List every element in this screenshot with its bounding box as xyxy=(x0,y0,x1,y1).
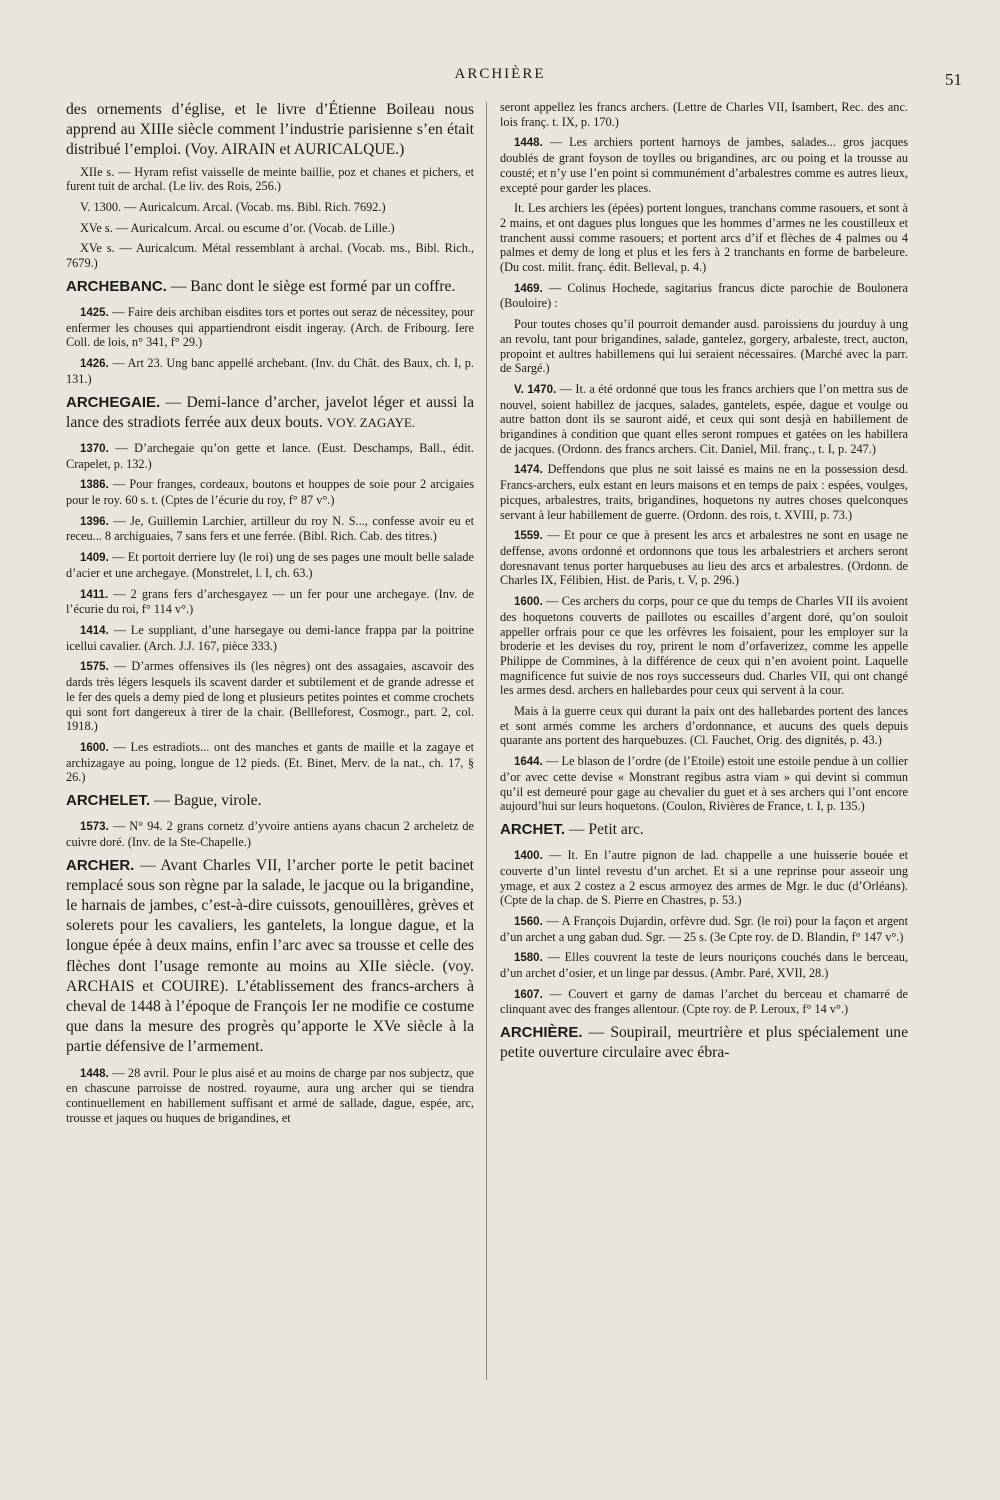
definition: — Demi-lance d’archer, javelot léger et aussi la lance des stradiots ferrée aux deux bouts. xyxy=(66,393,474,431)
citation-year: 1575. xyxy=(80,661,109,674)
citation xyxy=(66,1066,474,1126)
citation xyxy=(500,594,908,698)
citation xyxy=(66,819,474,849)
citation xyxy=(66,623,474,653)
citation-year: 1411. xyxy=(80,588,109,601)
citation-text: — It. a été ordonné que tous les francs archiers que l’on mettra sus de nouvel, soient habillez de jacques, salades, gantelets, espée, dague et voulge ou autre batton dont ils se sauront aidé, et ceux qui sont desjà en habillement de brigandines à condition que quant elles seront rompues et gatées on les habillera de jacques. (Ordonn. des francs archers. Cit. Daniel, Mil. franç., t. I, p. 247.) xyxy=(500,381,908,456)
citation xyxy=(66,659,474,734)
citation-text: — Et portoit derriere luy (le roi) ung de ses pages une moult belle salade d’acier et une archegaye. (Monstrelet, l. I, ch. 63.) xyxy=(66,550,474,580)
citation xyxy=(66,356,474,386)
headword: ARCHELET. xyxy=(66,792,151,810)
definition: — Bague, virole. xyxy=(150,792,262,810)
citation-year: 1573. xyxy=(80,821,109,834)
citation xyxy=(500,135,908,195)
citation-text: — Les estradiots... ont des manches et gants de maille et la zagaye et archizagaye au poing, longue de 12 pieds. (Et. Binet, Merv. de la nat., ch. 17, § 26.) xyxy=(66,739,474,785)
citation xyxy=(500,987,908,1017)
citation-text: — Le suppliant, d’une harsegaye ou demi-lance frappa par la poitrine icellui cavalier. (Arch. J.J. 167, pièce 333.) xyxy=(66,622,474,653)
citation-year: 1644. xyxy=(514,756,543,769)
definition: — Banc dont le siège est formé par un coffre. xyxy=(166,277,456,295)
entry-archelet xyxy=(66,791,474,811)
citation xyxy=(66,441,474,471)
citation xyxy=(500,462,908,522)
citation-text: — N° 94. 2 grans cornetz d’yvoire antiens ayans chacun 2 archeletz de cuivre doré. (Inv. de la Ste-Chapelle.) xyxy=(66,819,474,849)
headword: ARCHET. xyxy=(500,820,566,838)
definition: — Soupirail, meurtrière et plus spécialement une petite ouverture circulaire avec ébra- xyxy=(500,1024,908,1062)
citation-text: — It. En l’autre pignon de lad. chappelle a une huisserie bouée et couverte d’un lintel revestu d’un archet. Et si a une reprinse pour asseoir ung ymage, et aux 2 costez a 2 escus armoyez des armes de Mgr. le duc (d’Orléans). (Cpte de la chap. de S. Pierre en Chastres, p. 53.) xyxy=(500,848,908,908)
citation-year: 1414. xyxy=(80,624,109,637)
citation-text: — D’archegaie qu’on gette et lance. (Eust. Deschamps, Ball., édit. Crapelet, p. 132.) xyxy=(66,440,474,471)
citation-year: 1409. xyxy=(80,552,109,565)
entry-archegaie xyxy=(66,393,474,433)
citation: Mais à la guerre ceux qui durant la paix ont des hallebardes portent des lances et sont armés comme les archers d’ordonnance, et aucuns des quels depuis quarante ans portent des harquebuzes. (Cl. Fauchet, Orig. des dignités, p. 43.) xyxy=(500,704,908,748)
citation: XIIe s. — Hyram refist vaisselle de meinte baillie, poz et chanes et pichers, et furent tuit de archal. (Le liv. des Rois, 256.) xyxy=(66,164,474,194)
citation-year: 1559. xyxy=(514,530,543,543)
citation-year: 1370. xyxy=(80,442,109,455)
page-number: 51 xyxy=(945,70,962,89)
citation-year: 1600. xyxy=(80,741,109,754)
citation-year: 1560. xyxy=(514,915,543,928)
citation-text: — 2 grans fers d’archesgayez — un fer pour une archegaye. (Inv. de l’écurie du roi, f° 114 v°.) xyxy=(66,586,474,617)
entry-archer xyxy=(66,856,474,1058)
citation xyxy=(66,514,474,544)
left-column xyxy=(66,100,474,1131)
definition: — Avant Charles VII, l’archer porte le petit bacinet remplacé sous son règne par la salade, le jacque ou la brigandine, le harnais de jambes, c’est-à-dire cuissots, genouillères, grèves et solerets pour les cavaliers, les gantelets, la longue dague, et la longue épée à deux mains, enfin l’arc avec sa trousse et celle des flèches dont l’usage remonte au moins au XIIe siècle. (voy. ARCHAIS et COUIRE). L’établissement des francs-archers à cheval de 1448 à l’époque de François Ier ne modifie ce costume que dans la mesure des progrès qu’apporte le XVe siècle à la partie défensive de l’armement. xyxy=(66,856,474,1056)
citation-text: — A François Dujardin, orfèvre dud. Sgr. (le roi) pour la façon et argent d’un archet a ung gaban dud. Sgr. — 25 s. (3e Cpte roy. de D. Blandin, f° 147 v°.) xyxy=(500,913,908,944)
citation: It. Les archiers les (épées) portent longues, tranchans comme rasouers, et sont à 2 mains, et ont dagues plus longues que les hommes d’armes ne les coustilleux et tranchent aussi comme rasouers; et portent arcs d’if et flèches de 4 palmes ou 4 palmes et demy de long et plus et les fers à 2 tranchants en forme de barbeleure. (Du cost. milit. franç. édit. Belleval, p. 4.) xyxy=(500,201,908,275)
citation-text: — Colinus Hochede, sagitarius francus dicte parochie de Boulonera (Bouloire) : xyxy=(500,280,908,311)
citation-text: — Faire deis archiban eisdites tors et portes out seraz de nécessitey, pour enfermer les chouses qui appartiendront eisdit ingeray. (Arch. de Fribourg. Iere Coll. de lois, n° 341, f° 29.) xyxy=(66,305,474,350)
citation xyxy=(500,382,908,457)
citation xyxy=(66,587,474,617)
column-rule xyxy=(486,102,487,1380)
citation-continued: seront appellez les francs archers. (Lettre de Charles VII, Isambert, Rec. des anc. lois franç. t. IX, p. 170.) xyxy=(500,100,908,129)
citation-text: — Et pour ce que à present les arcs et arbalestres ne sont en usage ne deffense, avons ordonné et ordonnons que tous les arbalestriers et archers seront doresnavant tenus porter harquebuses au lieu des arcs et arbalestres. (Ordonn. de Charles IX, Félibien, Hist. de Paris, t. V, p. 296.) xyxy=(500,528,908,588)
citation-text: Deffendons que plus ne soit laissé es mains ne en la possession desd. Francs-archers, eulx estant en leurs maisons et en temps de paix : espées, voulges, picques, arbalestres, traits, brigandines, hoquetons ny autres choses quelconques servant à leur habillement de guerre. (Ordonn. des rois, t. XVIII, p. 73.) xyxy=(500,462,908,522)
citation xyxy=(500,848,908,908)
headword: ARCHEBANC. xyxy=(66,277,167,295)
entry-archebanc xyxy=(66,277,474,297)
citation-text: — Ces archers du corps, pour ce que du temps de Charles VII ils avoient des hoquetons couverts de paillotes ou escailles d’argent doré, qu’on souloit appeller orfrais pour ce que les orfèvres les foisaient, pour les employer sur la broderie et les devises du roy, prirent le nom d’orfaverizez, comme les appelle Philippe de Commines, à la différence de ceux qui n’en avoient point. Laquelle magnificence fut suivie de nos roys successeurs dud. Charles VII, qui ont changé les armes desd. archers en hallebardes pour ceux qui servent à la cour. xyxy=(500,594,908,698)
citation-year: 1448. xyxy=(80,1067,109,1080)
citation-year: 1600. xyxy=(514,596,543,609)
headword: ARCHIÈRE. xyxy=(500,1024,583,1042)
citation-year: 1425. xyxy=(80,307,109,320)
citation-text: — D’armes offensives ils (les nègres) ont des assagaies, ascavoir des dards très légers lesquels ils scavent darder et subtilement et de grande adresse et le fer des quels a demy pied de long et plusieurs petites pointes et comme crochets qui sont fort dangereux à tirer de la chair. (Bellleforest, Cosmogr., part. 2, col. 1918.) xyxy=(66,659,474,734)
citation: Pour toutes choses qu’il pourroit demander ausd. paroissiens du jourduy à ung an revolu, tant pour brigandines, salade, gantelez, gorgery, arbaleste, trect, aucton, propoint et aultres habillemens qui lui seraient nécessaires. (Marché avec la parr. de Sargé.) xyxy=(500,317,908,376)
paragraph: des ornements d’église, et le livre d’Étienne Boileau nous apprend au XIIIe siècle comment l’industrie parisienne s’en était distribué l’emploi. (Voy. AIRAIN et AURICALQUE.) xyxy=(66,101,474,159)
citation: V. 1300. — Auricalcum. Arcal. (Vocab. ms. Bibl. Rich. 7692.) xyxy=(80,200,386,215)
citation xyxy=(500,914,908,944)
citation-year: 1396. xyxy=(80,515,109,528)
right-column xyxy=(500,100,908,1072)
citation-year: 1607. xyxy=(514,988,543,1001)
citation-text: — Pour franges, cordeaux, boutons et houppes de soie pour 2 arcigaies pour le roy. 60 s. t. (Cptes de l’écurie du roy, f° 87 v°.) xyxy=(66,477,474,508)
citation-year: 1400. xyxy=(514,850,543,863)
definition: — Petit arc. xyxy=(565,820,644,838)
citation-year: 1386. xyxy=(80,479,109,492)
headword: ARCHEGAIE. xyxy=(66,393,161,411)
citation-year: 1426. xyxy=(80,358,109,371)
headword: ARCHER. xyxy=(66,856,135,874)
citation-text: — Couvert et garny de damas l’archet du berceau et chamarré de clinquant avec des franges allentour. (Cpte roy. de P. Leroux, f° 14 v°.) xyxy=(500,986,908,1017)
citation xyxy=(500,528,908,588)
citation-text: — Je, Guillemin Larchier, artilleur du roy N. S..., confesse avoir eu et receu... 8 archiguaies, 7 sans fers et une ferrée. (Bibl. Rich. Cab. des titres.) xyxy=(66,513,474,544)
citation-year: V. 1470. xyxy=(514,383,557,396)
entry-archet xyxy=(500,820,908,840)
cross-reference: VOY. ZAGAYE. xyxy=(326,414,416,430)
citation: XVe s. — Auricalcum. Arcal. ou escume d’or. (Vocab. de Lille.) xyxy=(80,220,395,235)
citation xyxy=(500,754,908,814)
citation xyxy=(66,305,474,350)
citation: XVe s. — Auricalcum. Métal ressemblant à archal. (Vocab. ms., Bibl. Rich., 7679.) xyxy=(66,241,474,271)
citation-text: — Elles couvrent la teste de leurs nouriçons couchés dans le berceau, d’un archet d’osier, et un linge par dessus. (Ambr. Paré, XVII, 28.) xyxy=(500,950,908,981)
citation-text: — Les archiers portent harnoys de jambes, salades... gros jacques doublés de grant foyson de toylles ou brigandines, arc ou poing et la trousse au cousté; et n’y use l’en point si communément d’arbalestres comme es autres lieux, excepté pour garder les places. xyxy=(500,135,908,195)
citation-text: — 28 avril. Pour le plus aisé et au moins de charge par nos subjectz, que en chascune parroisse de nostred. royaume, aura ung archer qui se tiendra continuellement en habillement suffisant et armé de sallade, dague, espée, arc, trousse et jaques ou huques de brigandines, et xyxy=(66,1065,474,1125)
running-head: ARCHIÈRE xyxy=(454,66,546,82)
citation-year: 1448. xyxy=(514,137,543,150)
entry-archiere xyxy=(500,1023,908,1063)
citation xyxy=(66,550,474,580)
citation xyxy=(66,477,474,507)
citation-text: — Art 23. Ung banc appellé archebant. (Inv. du Chât. des Baux, ch. I, p. 131.) xyxy=(66,356,474,386)
citation-year: 1580. xyxy=(514,952,543,965)
citation-text: — Le blason de l’ordre (de l’Etoile) estoit une estoile pendue à un collier d’or avec cette devise « Monstrant regibus astra viam » qui devint si commun qu’il est demeuré pour gage au chevalier du guet et à ses archers qui l’ont encore aujourd’hui sur leurs hoquetons. (Coulon, Rivières de France, t. I, p. 135.) xyxy=(500,754,908,814)
citation-year: 1474. xyxy=(514,464,543,477)
citation-year: 1469. xyxy=(514,282,543,295)
citation xyxy=(500,281,908,311)
citation xyxy=(500,950,908,980)
citation xyxy=(66,740,474,785)
